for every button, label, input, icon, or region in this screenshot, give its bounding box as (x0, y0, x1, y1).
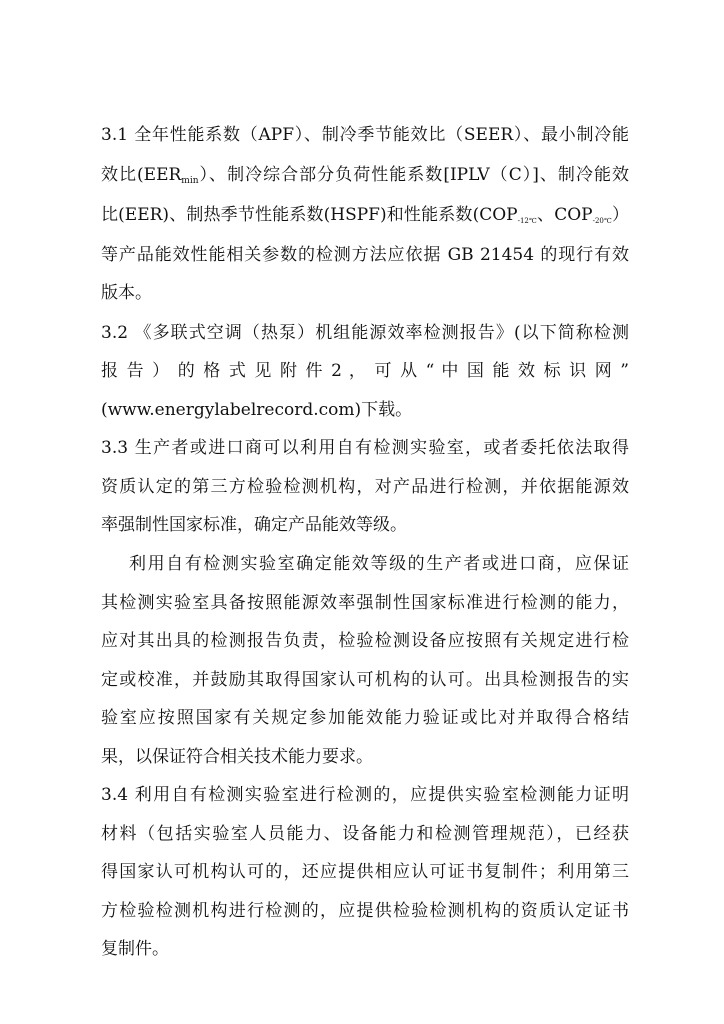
paragraph-lab-line-3: 应对其出具的检测报告负责，检验检测设备应按照有关规定进行检 (101, 631, 629, 651)
paragraph-lab-line-5: 验室应按照国家有关规定参加能效能力验证或比对并取得合格结 (101, 708, 629, 728)
text-fragment: 、COP (537, 205, 593, 225)
paragraph-3-1-line-2 (101, 160, 629, 190)
paragraph-3-1-line-3 (101, 200, 629, 230)
paragraph-lab-line-1: 利用自有检测实验室确定能效等级的生产者或进口商，应保证 (129, 554, 629, 574)
paragraph-3-4-line-2: 材料（包括实验室人员能力、设备能力和检测管理规范），已经获 (101, 824, 629, 844)
paragraph-3-3-line-3: 率强制性国家标准，确定产品能效等级。 (101, 515, 407, 535)
paragraph-3-1-line-1: 3.1 全年性能系数（APF）、制冷季节能效比（SEER）、最小制冷能 (101, 125, 629, 145)
paragraph-3-3-line-2: 资质认定的第三方检验检测机构，对产品进行检测，并依据能源效 (101, 477, 629, 497)
paragraph-lab-line-4: 定或校准，并鼓励其取得国家认可机构的认可。出具检测报告的实 (101, 670, 629, 690)
text-fragment: 比(EER)、制热季节性能系数(HSPF)和性能系数(COP (101, 205, 518, 225)
paragraph-lab-line-2: 其检测实验室具备按照能源效率强制性国家标准进行检测的能力， (101, 593, 629, 613)
text-fragment: ） (612, 205, 629, 225)
paragraph-3-2-line-1: 3.2 《多联式空调（热泵）机组能源效率检测报告》(以下简称检测 (101, 323, 629, 343)
text-fragment: 效比(EER (101, 165, 182, 185)
subscript-minus-20: -20℃ (592, 217, 613, 225)
subscript-minus-12: -12℃ (517, 217, 538, 225)
text-fragment: ）、制冷综合部分负荷性能系数[IPLV（C）]、制冷能效 (198, 165, 629, 185)
paragraph-3-2-line-2: 报 告 ） 的 格 式 见 附 件 2 ， 可 从 “ 中 国 能 效 标 识 网 ” (101, 361, 629, 381)
paragraph-3-4-line-4: 方检验检测机构进行检测的，应提供检验检测机构的资质认定证书 (101, 901, 629, 921)
paragraph-3-1-line-4: 等产品能效性能相关参数的检测方法应依据 GB 21454 的现行有效 (101, 245, 629, 265)
paragraph-3-4-line-5: 复制件。 (101, 939, 169, 959)
paragraph-3-4-line-3: 得国家认可机构认可的，还应提供相应认可证书复制件；利用第三 (101, 862, 629, 882)
paragraph-3-3-line-1: 3.3 生产者或进口商可以利用自有检测实验室，或者委托依法取得 (101, 438, 629, 458)
paragraph-3-2-line-3: (www.energylabelrecord.com)下载。 (101, 400, 413, 420)
paragraph-3-1-line-5: 版本。 (101, 283, 152, 303)
subscript-min: min (181, 176, 199, 186)
paragraph-3-4-line-1: 3.4 利用自有检测实验室进行检测的，应提供实验室检测能力证明 (101, 785, 629, 805)
paragraph-lab-line-6: 果，以保证符合相关技术能力要求。 (101, 747, 373, 767)
